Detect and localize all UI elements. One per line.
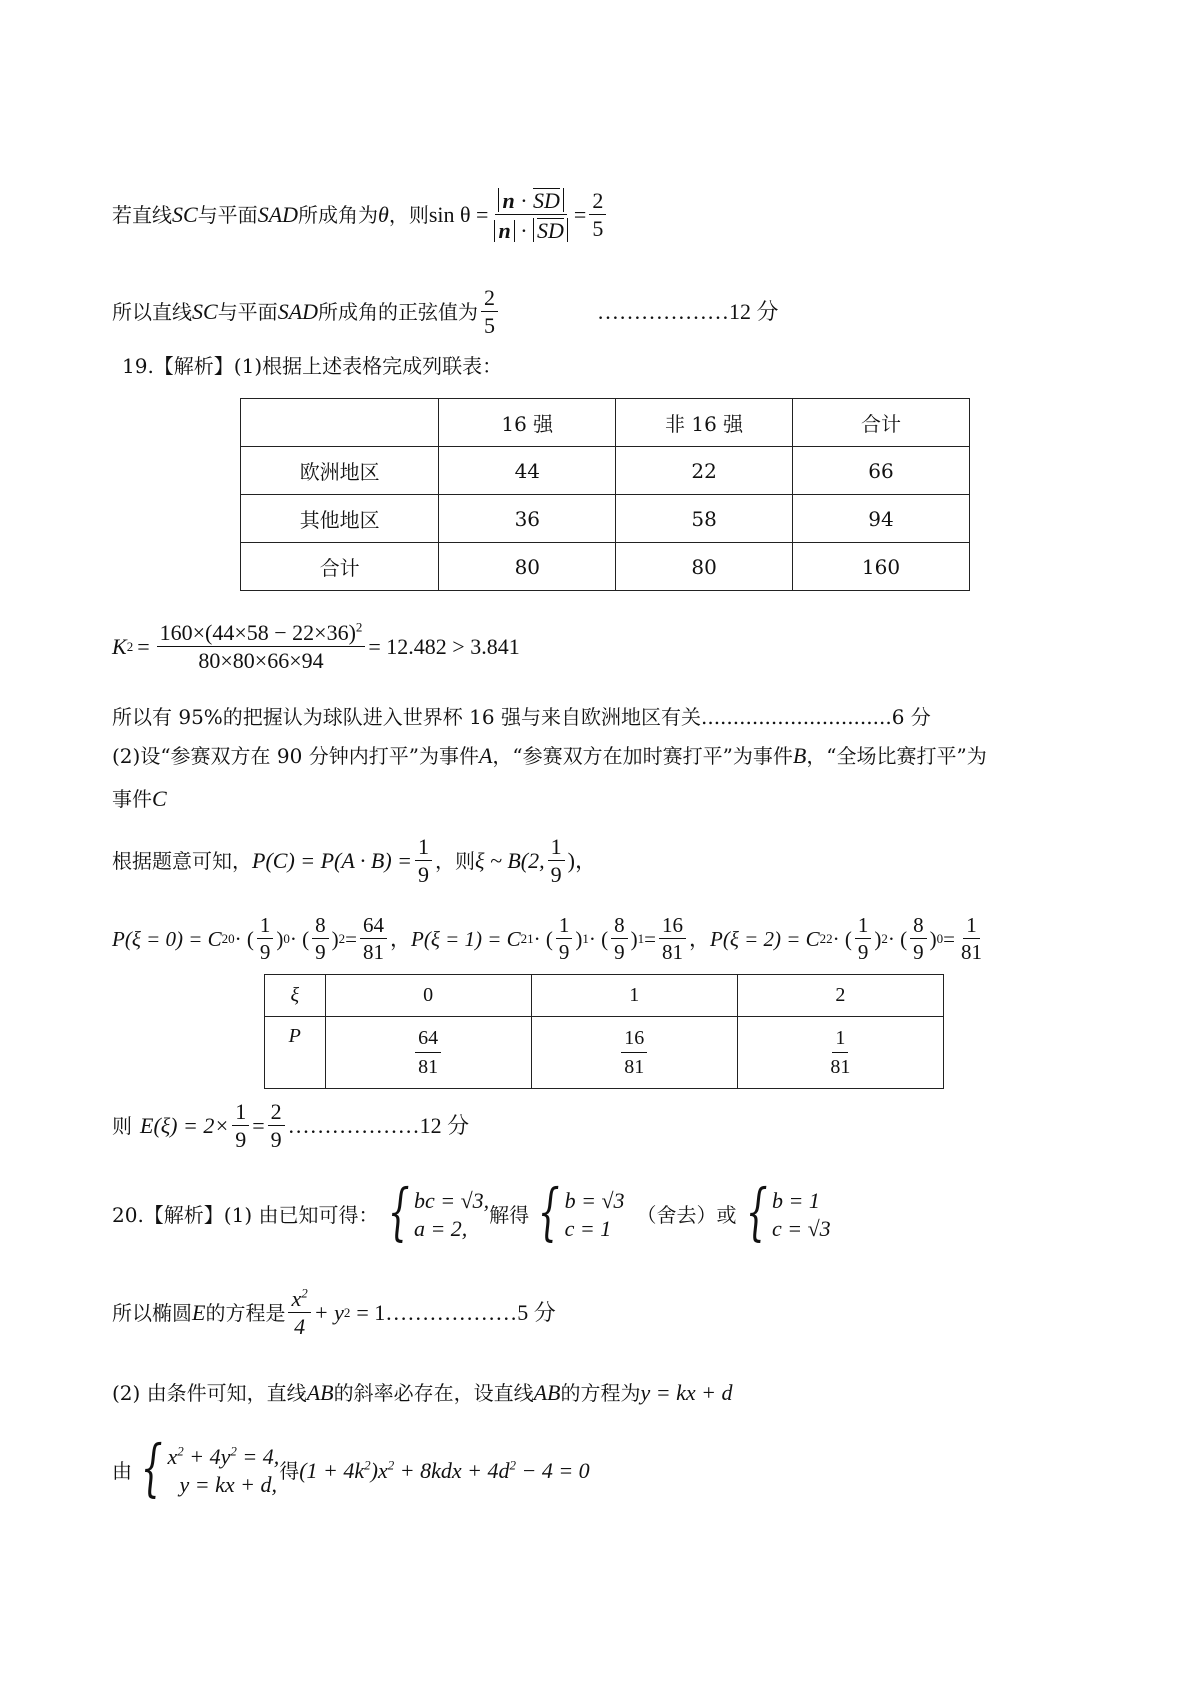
text-segment: ): [929, 926, 937, 951]
denominator: 9: [558, 940, 570, 964]
fraction: [288, 1285, 310, 1339]
fraction: [360, 915, 387, 963]
denominator: 9: [270, 1127, 282, 1152]
math-p2: P(ξ = 2) = C: [710, 926, 820, 951]
table-cell: 80: [439, 543, 616, 591]
separator: ，: [689, 926, 710, 951]
vec-sd: SD: [537, 218, 564, 243]
equation-part: + 4y: [183, 1444, 231, 1469]
fraction: [855, 915, 872, 963]
equation-row: bc = √3,: [413, 1188, 490, 1213]
equation-part: + 8kdx + 4d: [394, 1458, 510, 1483]
text-segment: )，: [567, 848, 597, 873]
math-pc: P(C) = P(A · B) =: [252, 848, 413, 873]
numerator: 16: [621, 1027, 647, 1053]
k-squared-formula: K 2 = $\frac{160\times(44\times 58 - 22\times 36)^2}{80\times 80\times 66\times 94}$ = 12.482 > 3.841: [112, 619, 520, 673]
fraction: [659, 915, 686, 963]
table-cell: 其他地区: [241, 495, 439, 543]
system-result-line: [112, 1431, 590, 1508]
result: = 12.482 > 3.841: [368, 634, 520, 659]
numerator: 8: [611, 915, 628, 939]
system-ellipse-line: { $x^2 + 4y^2 = 4$, y = kx + d,: [140, 1431, 280, 1504]
math-b: B: [792, 743, 807, 768]
denominator: 9: [913, 940, 924, 964]
fraction: [958, 915, 985, 963]
denominator: 5: [484, 313, 496, 338]
score-marker: ………………5 分: [385, 1300, 556, 1325]
probability-intro: [112, 828, 597, 894]
denominator: 9: [259, 940, 271, 964]
denominator: 9: [614, 940, 625, 964]
table-cell: 0: [325, 975, 531, 1017]
equation-part: )x: [370, 1458, 388, 1483]
distribution-table: [264, 974, 944, 1089]
table-row: [265, 1017, 944, 1089]
separator: ，: [390, 926, 411, 951]
table-row: [241, 543, 970, 591]
superscript: 2: [301, 1285, 308, 1301]
math-ab: AB: [533, 1380, 561, 1405]
fraction-one-ninth: [415, 836, 432, 886]
text-segment: · (: [234, 926, 254, 951]
text-segment: 与平面: [217, 300, 278, 324]
equation-row: a = 2,: [413, 1216, 468, 1241]
table-cell: ξ: [265, 975, 326, 1017]
text-segment: 与平面: [197, 203, 258, 227]
math-k: K: [112, 634, 127, 659]
numerator: 2: [268, 1101, 285, 1126]
table-cell: P: [265, 1017, 326, 1089]
denominator: 81: [961, 940, 982, 964]
denominator: 9: [235, 1127, 247, 1152]
system-solution-2: { b = 1 c = √3: [745, 1175, 831, 1248]
denominator: 81: [830, 1055, 851, 1078]
line-sin-theta: [112, 170, 609, 260]
numerator: 16: [659, 915, 686, 939]
equation-part: (1 + 4k: [299, 1458, 365, 1483]
math-a: A: [478, 743, 493, 768]
table-cell: 66: [792, 447, 969, 495]
fraction: [611, 915, 628, 963]
denominator: 81: [363, 940, 384, 964]
text-segment: · (: [588, 926, 609, 951]
text-segment: (2) 由条件可知，直线: [112, 1381, 307, 1405]
text-segment: 所以直线: [112, 300, 192, 324]
text-segment: · (: [533, 926, 553, 951]
denominator: 81: [624, 1055, 645, 1078]
denominator: 9: [418, 862, 430, 887]
numerator: 1: [855, 915, 872, 939]
text-segment: 解得: [489, 1203, 530, 1227]
table-cell: 36: [439, 495, 616, 543]
equation-row: y = kx + d,: [179, 1472, 277, 1497]
superscript: 2: [230, 1443, 237, 1459]
table-cell: [737, 1017, 943, 1089]
numerator: x: [291, 1286, 302, 1311]
table-row: [265, 975, 944, 1017]
math-line-eq: y = kx + d: [640, 1380, 733, 1405]
text-segment: 的斜率必存在，设直线: [333, 1381, 534, 1405]
table-cell: 非 16 强: [616, 399, 793, 447]
denominator: 9: [857, 940, 869, 964]
text-segment: ，则: [435, 849, 476, 873]
numerator: 1: [556, 915, 573, 939]
text-segment: 20.【解析】(1) 由已知可得：: [112, 1203, 379, 1227]
math-ab: AB: [306, 1380, 334, 1405]
equation-part: = 4,: [236, 1444, 280, 1469]
table-cell: 16 强: [439, 399, 616, 447]
text-segment: ，则: [388, 203, 429, 227]
fraction: [257, 915, 274, 963]
text-segment: ): [630, 926, 638, 951]
numerator: 1: [257, 915, 274, 939]
table-header-row: [241, 399, 970, 447]
math-expectation: E(ξ) = 2×: [140, 1113, 230, 1138]
denominator: 81: [418, 1055, 439, 1078]
line-ab-setup: [112, 1377, 732, 1409]
table-row: [241, 447, 970, 495]
text-segment: 19.【解析】(1)根据上述表格完成列联表：: [122, 354, 503, 378]
equals: =: [573, 202, 587, 227]
table-cell: 合计: [792, 399, 969, 447]
table-cell: [531, 1017, 737, 1089]
denominator: 5: [592, 216, 604, 241]
text-segment: · (: [289, 926, 310, 951]
numerator: 1: [832, 1027, 848, 1053]
math-c: C: [152, 786, 167, 811]
text-segment: ): [874, 926, 882, 951]
numerator: 1: [415, 836, 432, 861]
text-segment: + y: [313, 1300, 344, 1325]
text-segment: ，“参赛双方在加时赛打平”为事件: [492, 744, 793, 768]
numerator: 1: [963, 915, 980, 939]
text-segment: 的方程为: [560, 1381, 641, 1405]
math-distribution: ξ ~ B(2,: [475, 848, 545, 873]
fraction-one-ninth: [548, 836, 565, 886]
q20-heading: [112, 1175, 831, 1252]
text-segment: · (: [832, 926, 852, 951]
text-segment: · (: [887, 926, 908, 951]
text-segment: ): [276, 926, 284, 951]
numerator: 2: [589, 190, 606, 215]
table-cell: [325, 1017, 531, 1089]
denominator: 9: [315, 940, 326, 964]
contingency-table: [240, 398, 970, 591]
conclusion-line: [112, 703, 931, 731]
text-segment: ，“全场比赛打平”为: [806, 744, 987, 768]
table-cell: 22: [616, 447, 793, 495]
system-given: { bc = √3, a = 2,: [387, 1175, 490, 1248]
text-segment: 所成角为: [298, 203, 379, 227]
numerator: 64: [360, 915, 387, 939]
vec-n: n: [502, 188, 515, 213]
equation-row: c = √3: [771, 1216, 831, 1241]
denominator: 9: [550, 862, 562, 887]
text-segment: 根据题意可知，: [112, 849, 252, 873]
system-solution-1: { b = √3 c = 1: [538, 1175, 625, 1248]
table-cell: 44: [439, 447, 616, 495]
math-sc: SC: [172, 202, 198, 227]
table-cell: 94: [792, 495, 969, 543]
table-cell: 80: [616, 543, 793, 591]
text-segment: 所以椭圆: [112, 1301, 192, 1325]
text-segment: 事件: [112, 787, 152, 811]
equation-part: x: [167, 1444, 178, 1469]
text-segment: 由: [112, 1459, 132, 1483]
table-row: [241, 495, 970, 543]
equation-part: − 4 = 0: [515, 1458, 590, 1483]
text-segment: ): [575, 926, 583, 951]
text-segment: 若直线: [112, 203, 172, 227]
fraction: [556, 915, 573, 963]
q19-heading: [122, 351, 502, 381]
equation-row: c = 1: [564, 1216, 612, 1241]
math-sc: SC: [192, 299, 218, 324]
ellipse-equation-line: 所以椭圆 E 的方程是 $\frac{x^2}{4}$ + y 2 = 1 ………………5 分: [112, 1285, 556, 1339]
probability-values: P(ξ = 0) = C 2 0 · ( $\frac{1}{9}$ ) 0 · ( $\frac{8}{9}$ ) 2 = $\frac{64}{81}$ ， P(ξ = 1) = C 2 1 · ( $\frac{1}{9}$ ) 1 · ( $\frac{8}{9}$ ) 1 = $\frac{16}{81}$ ， P(ξ = 2) = C 2 2 · ( $\frac{1}{9}$ ) 2 · ( $\frac{8}{9}$ ) 0 = $\frac{1}{81}$: [112, 906, 988, 972]
superscript: 2: [364, 1457, 371, 1473]
math-sad: SAD: [257, 202, 299, 227]
text-segment: 所成角的正弦值为: [318, 300, 479, 324]
equals: =: [345, 926, 357, 951]
dot: ·: [514, 218, 534, 243]
superscript: 2: [509, 1457, 516, 1473]
math-p0: P(ξ = 0) = C: [112, 926, 222, 951]
numerator: 8: [312, 915, 329, 939]
superscript: 2: [355, 619, 363, 635]
equation-row: b = 1: [771, 1188, 820, 1213]
fraction: [910, 915, 927, 963]
equals: =: [943, 926, 955, 951]
text-segment: 得: [279, 1459, 300, 1483]
table-cell: 2: [737, 975, 943, 1017]
score-marker: ………………12 分: [287, 1113, 470, 1138]
denominator: 4: [294, 1314, 306, 1339]
text-segment: 所以有 95%的把握认为球队进入世界杯 16 强与来自欧洲地区有关..............................6 分: [112, 705, 931, 729]
math-sad: SAD: [277, 299, 319, 324]
numerator: 1: [232, 1101, 249, 1126]
equals: =: [137, 634, 150, 659]
math-theta: θ: [378, 202, 389, 227]
expectation-line: [112, 1094, 469, 1158]
denominator: 80×80×66×94: [198, 648, 324, 673]
fraction-two-fifths: [589, 190, 606, 240]
vec-sd: SD: [533, 188, 560, 213]
text-segment: （舍去）或: [636, 1203, 737, 1227]
math-sin-theta: sin θ =: [428, 202, 489, 227]
fraction: [268, 1101, 285, 1151]
math-p1: P(ξ = 1) = C: [411, 926, 521, 951]
fraction: [312, 915, 329, 963]
text-segment: 的方程是: [205, 1301, 286, 1325]
line-sine-value: [112, 282, 779, 342]
text-segment: ): [331, 926, 339, 951]
numerator: 160×(44×58 − 22×36): [159, 620, 356, 645]
numerator: 8: [910, 915, 927, 939]
fraction-two-fifths: [481, 287, 498, 337]
table-cell: 欧洲地区: [241, 447, 439, 495]
part2-events-line1: [112, 741, 987, 771]
table-cell: [241, 399, 439, 447]
math-e: E: [192, 1300, 206, 1325]
superscript: 2: [177, 1443, 184, 1459]
text-segment: 则: [112, 1114, 132, 1138]
equals: =: [644, 926, 656, 951]
numerator: 64: [415, 1027, 441, 1053]
text-segment: (2)设“参赛双方在 90 分钟内打平”为事件: [112, 744, 479, 768]
equals: =: [252, 1113, 265, 1138]
vec-n: n: [498, 218, 511, 243]
table-cell: 1: [531, 975, 737, 1017]
table-cell: 160: [792, 543, 969, 591]
score-marker: ………………12 分: [597, 299, 779, 324]
table-cell: 58: [616, 495, 793, 543]
fraction: [232, 1101, 249, 1151]
numerator: 1: [548, 836, 565, 861]
text-segment: = 1: [356, 1300, 386, 1325]
part2-events-line2: [112, 784, 167, 814]
dot: ·: [514, 188, 534, 213]
equation-row: b = √3: [564, 1188, 625, 1213]
denominator: 81: [662, 940, 683, 964]
numerator: 2: [481, 287, 498, 312]
superscript: 2: [387, 1457, 395, 1473]
fraction-sin: [491, 188, 570, 242]
table-cell: 合计: [241, 543, 439, 591]
